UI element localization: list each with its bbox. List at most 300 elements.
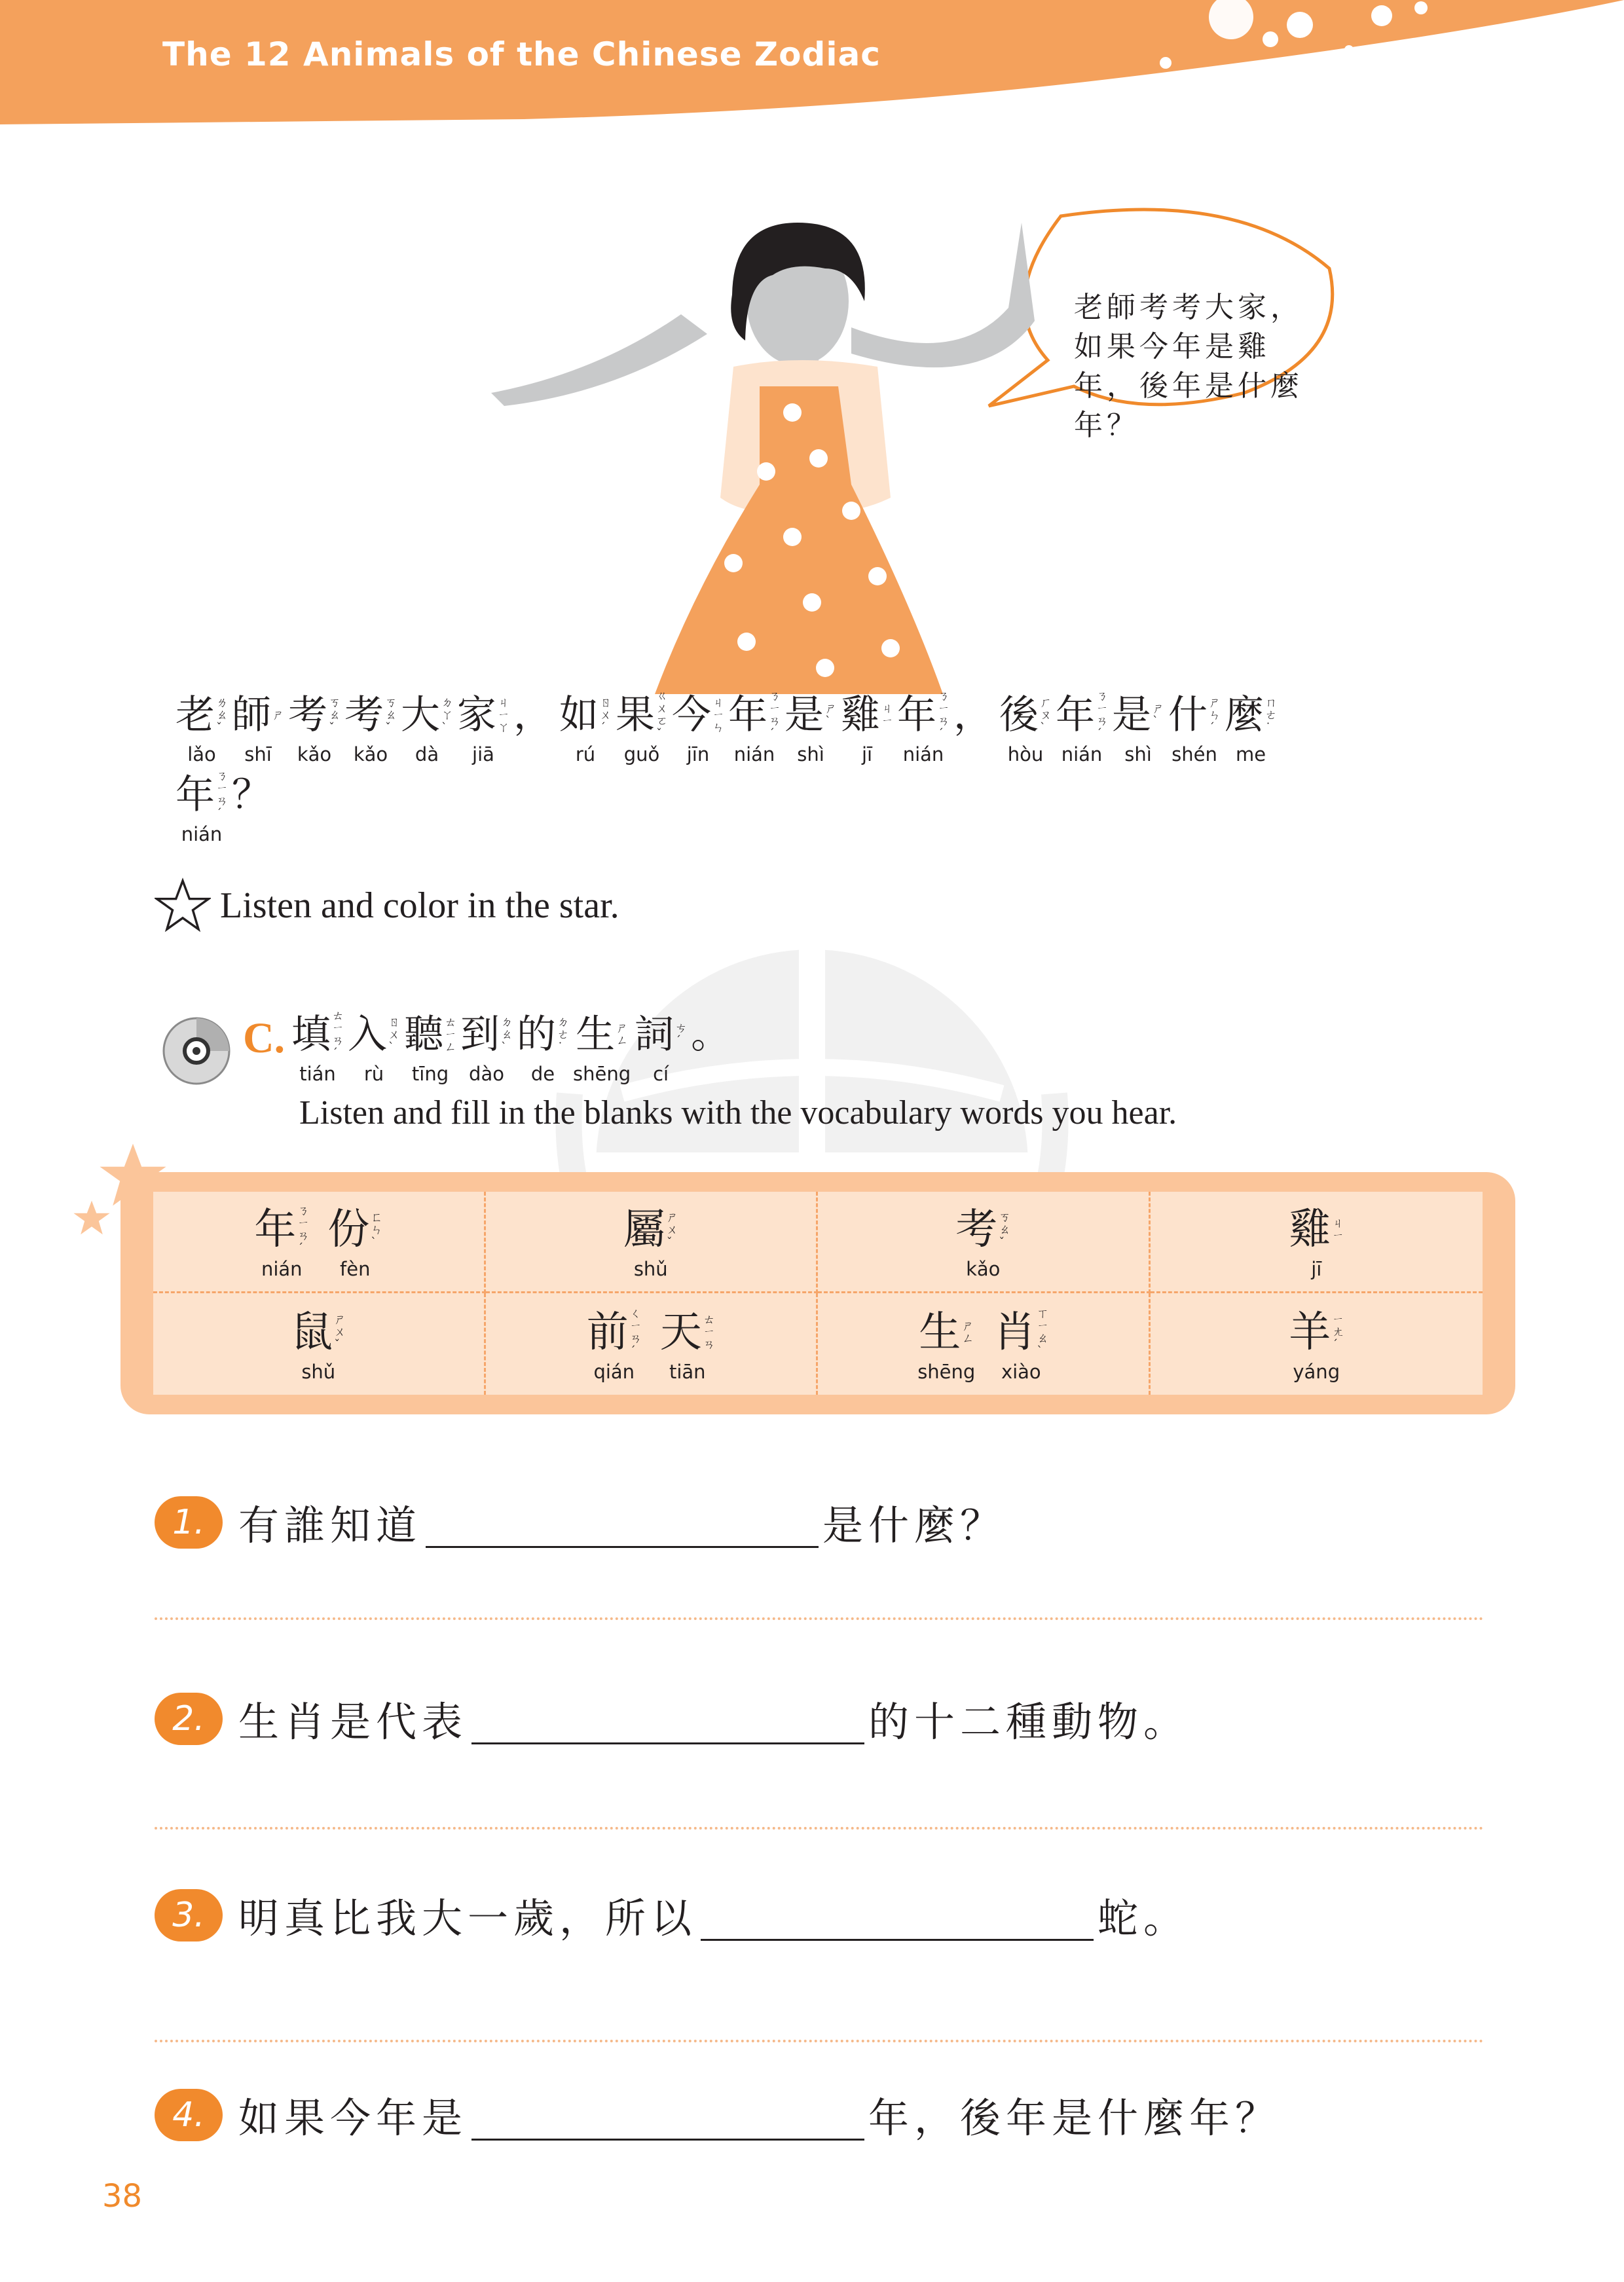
zhuyin-symbol: ˊ [1096,727,1102,741]
pinyin-label: jiā [472,743,494,765]
zhuyin-symbol: ㄣ [371,1223,383,1237]
pinyin-label: shī [244,743,272,765]
vocab-word[interactable] [1151,1192,1483,1293]
ruby-char-row [348,1007,400,1062]
zhuyin-symbol: ㄢ [297,1229,310,1243]
pinyin-label: dà [415,743,439,765]
question-3 [155,1886,1189,1944]
ruby-char-row [457,688,509,743]
pinyin-label: de [530,1063,555,1085]
zhuyin-symbol: ㄧ [297,1217,310,1230]
zhuyin-annotation [1332,1314,1344,1351]
zhuyin-symbol: ˋ [1040,720,1046,735]
zhuyin-symbol: ˇ [999,1235,1005,1249]
ruby-char-row [291,1305,346,1360]
ruby-char-row [175,767,228,822]
ruby-character [635,1007,687,1086]
ruby-character [897,688,950,766]
zhuyin-symbol: ㄧ [769,702,781,716]
pinyin-label: shēng [917,1360,976,1383]
zhuyin-symbol: ㄉ [501,1015,513,1029]
vocab-word[interactable] [486,1192,819,1293]
question-text-before: 有誰知道 [238,1501,422,1549]
zhuyin-annotation [388,1016,400,1054]
zhuyin-symbol: ˊ [1332,1338,1338,1352]
zhuyin-symbol: ˙ [1265,720,1271,735]
ruby-character [344,688,397,766]
hanzi-char: 師 [232,692,271,738]
question-number-badge: 3. [155,1889,223,1942]
ruby-char-row [1112,688,1164,743]
section-c-instruction: Listen and fill in the blanks with the vocabulary words you hear. [299,1094,1177,1132]
pinyin-label: hòu [1007,743,1044,765]
hanzi-char: 羊 [1289,1308,1331,1357]
zhuyin-annotation [441,697,453,734]
zhuyin-symbol: ㄨ [656,702,668,716]
pinyin-label: tiān [669,1360,706,1383]
hanzi-char: 後 [999,692,1039,738]
zhuyin-symbol: ㄚ [498,720,509,735]
ruby-char-row [1225,688,1277,743]
vocab-word[interactable] [153,1192,486,1293]
ruby-character [1289,1305,1344,1384]
hanzi-char: 年 [175,772,215,818]
vocab-word[interactable] [818,1192,1151,1293]
zhuyin-symbol: ㄐ [881,702,893,716]
zhuyin-symbol: ㄈ [371,1210,383,1224]
ruby-character [993,1305,1048,1384]
ruby-char-row [897,688,950,743]
zhuyin-symbol: ㄋ [297,1204,310,1218]
hanzi-char: 老 [175,692,215,738]
zhuyin-symbol: ㄕ [1153,702,1164,716]
zhuyin-symbol: ˊ [297,1242,304,1255]
zhuyin-symbol: ㄌ [216,695,228,710]
zhuyin-symbol: ㄇ [1265,695,1277,710]
ruby-char-row [401,688,453,743]
ruby-char-row [404,1007,456,1062]
zhuyin-symbol: ㄕ [962,1319,974,1333]
zhuyin-symbol: ㄢ [1096,714,1108,728]
ruby-char-row [616,688,668,743]
vocab-word[interactable] [486,1293,819,1395]
zhuyin-annotation [616,1022,628,1047]
zhuyin-annotation [600,697,612,734]
zhuyin-symbol: ㄨ [334,1325,346,1339]
zhuyin-annotation [1096,690,1108,740]
zhuyin-symbol: ㄒ [1037,1306,1049,1321]
pinyin-label: shēng [573,1063,631,1085]
zhuyin-symbol: ㄧ [1332,1313,1344,1327]
zhuyin-annotation [445,1016,456,1054]
vocabulary-grid [153,1192,1483,1395]
hanzi-char: 年 [728,692,767,738]
pinyin-label: lǎo [187,743,216,765]
vocab-chars [908,1305,1058,1384]
zhuyin-symbol: ㄋ [769,690,781,703]
cd-audio-icon[interactable] [160,1015,232,1087]
vocab-chars [578,1305,724,1384]
question-text-after: 的十二種動物。 [868,1698,1190,1746]
pinyin-label: nián [1061,743,1103,765]
vocab-chars [1280,1202,1353,1281]
pinyin-label: tián [299,1063,336,1085]
hanzi-char: 考 [288,692,327,738]
ruby-char-row [1168,688,1221,743]
question-text-after: 蛇。 [1098,1894,1190,1942]
ruby-char-row [660,1305,715,1360]
ruby-char-row [288,688,341,743]
zhuyin-symbol: ˊ [769,727,775,741]
pinyin-label: jī [1311,1258,1322,1280]
question-text-after: 年，後年是什麼年？ [868,2094,1282,2142]
hanzi-char: 聽 [404,1012,443,1058]
zhuyin-annotation [297,1205,309,1255]
question-text-before: 如果今年是 [238,2094,468,2142]
zhuyin-symbol: ㄕ [616,1021,629,1035]
question-text-before: 生肖是代表 [238,1698,468,1746]
question-1 [155,1493,1006,1551]
hanzi-char: 今 [672,692,711,738]
hanzi-char: 填 [291,1012,331,1058]
zhuyin-symbol: ㄕ [666,1210,678,1224]
ruby-char-row [841,688,893,743]
section-c-letter: C. [243,1014,286,1062]
hanzi-char: 是 [784,692,824,738]
ruby-char-row [784,688,837,743]
pinyin-label: shǔ [633,1258,668,1280]
ruby-char-row [672,688,724,743]
zhuyin-annotation [825,703,837,727]
dotted-divider [155,2040,1484,2042]
zhuyin-symbol: ㄧ [498,708,509,722]
vocab-chars [946,1202,1020,1281]
question-number-badge: 4. [155,2089,223,2141]
hanzi-char: 生 [576,1012,616,1058]
hanzi-char: 麼 [1225,692,1264,738]
zhuyin-annotation [1209,697,1221,734]
punctuation: ， [953,692,993,738]
ruby-character [404,1007,456,1086]
ruby-character [999,688,1052,766]
zhuyin-symbol: ㄧ [881,714,893,728]
pinyin-label: guǒ [623,743,660,765]
hanzi-char: 生 [919,1308,961,1357]
zhuyin-annotation [216,770,228,820]
ruby-char-row [919,1305,974,1360]
vocab-chars [1280,1305,1353,1384]
hanzi-char: 考 [344,692,384,738]
decorative-star-icon [72,1198,111,1238]
hanzi-char: 鼠 [291,1308,333,1357]
question-number-badge: 1. [155,1496,223,1549]
zhuyin-symbol: ㄊ [332,1009,344,1023]
zhuyin-annotation [334,1314,346,1351]
zhuyin-annotation [501,1016,513,1054]
zhuyin-symbol: ㄢ [629,1331,642,1346]
question-text-after: 是什麼？ [822,1501,1006,1549]
zhuyin-annotation [938,690,950,740]
zhuyin-annotation [1153,703,1164,727]
ruby-character [623,1202,678,1281]
zhuyin-symbol: ㄠ [385,708,397,722]
zhuyin-symbol: ˇ [216,720,222,735]
ruby-char-row [999,688,1052,743]
answer-blank[interactable] [471,1693,864,1744]
ruby-character [457,688,509,766]
ruby-char-row [587,1305,642,1360]
hanzi-char: 的 [517,1012,556,1058]
ruby-character [917,1305,975,1384]
ruby-character [175,688,228,766]
ruby-character [587,1305,642,1384]
sentence-line-2 [175,767,278,846]
zhuyin-symbol: ㄧ [332,1021,344,1035]
zhuyin-symbol: ㄧ [629,1319,642,1333]
zhuyin-symbol: ˊ [1209,720,1215,735]
zhuyin-symbol: ㄐ [498,695,509,710]
zhuyin-symbol: ㄠ [999,1223,1011,1237]
question-number-badge: 2. [155,1693,223,1745]
answer-blank[interactable] [426,1496,819,1548]
pinyin-label: fèn [340,1258,371,1280]
zhuyin-symbol: ˊ [216,807,222,820]
zhuyin-symbol: ˋ [388,1040,394,1054]
zhuyin-symbol: ㄥ [445,1040,456,1054]
zhuyin-symbol: ㄋ [938,690,950,703]
zhuyin-symbol: ˇ [334,1338,341,1352]
ruby-char-row [1289,1202,1344,1257]
ruby-char-row [175,688,228,743]
hanzi-char: 份 [327,1205,370,1254]
zhuyin-annotation [371,1211,382,1249]
ruby-char-row [728,688,781,743]
dotted-divider [155,1827,1484,1830]
ruby-character [616,688,668,766]
pinyin-label: rú [575,743,596,765]
zhuyin-symbol: ㄊ [703,1313,715,1327]
hanzi-char: 天 [659,1308,702,1357]
pinyin-label: tīng [411,1063,449,1085]
zhuyin-annotation [675,1022,687,1047]
zhuyin-annotation [712,697,724,734]
zhuyin-symbol: ㄎ [385,695,397,710]
zhuyin-annotation [630,1308,642,1357]
hanzi-char: 是 [1112,692,1151,738]
ruby-char-row [517,1007,569,1062]
zhuyin-symbol: ㄐ [1332,1217,1344,1230]
vocabulary-box [120,1172,1515,1414]
ruby-character [728,688,781,766]
pinyin-label: me [1235,743,1266,765]
ruby-char-row [576,1007,628,1062]
hanzi-char: 詞 [635,1012,674,1058]
zhuyin-symbol: ㄥ [616,1034,629,1048]
pinyin-label: rù [363,1063,384,1085]
zhuyin-symbol: ㄨ [666,1223,678,1237]
ruby-character [1056,688,1108,766]
star-instruction-row [155,877,619,934]
zhuyin-symbol: ˋ [1153,714,1158,728]
zhuyin-symbol: ㄉ [557,1015,569,1029]
ruby-char-row [993,1305,1048,1360]
ruby-char-row [559,688,612,743]
answer-blank[interactable] [701,1889,1094,1941]
hanzi-char: 肖 [993,1308,1036,1357]
zhuyin-symbol: ㄢ [332,1034,344,1048]
answer-blank[interactable] [471,2089,864,2141]
pinyin-label: xiào [1001,1360,1041,1383]
zhuyin-symbol: ˋ [371,1235,377,1249]
ruby-character [254,1202,309,1281]
ruby-character [175,767,228,846]
zhuyin-symbol: ㄣ [1209,708,1221,722]
ruby-character [401,688,453,766]
zhuyin-symbol: ㄨ [388,1027,400,1042]
pinyin-label: kǎo [297,743,332,765]
ruby-character [1168,688,1221,766]
pinyin-label: yáng [1293,1360,1340,1383]
ruby-character [559,688,612,766]
zhuyin-symbol: ㄧ [1096,702,1108,716]
zhuyin-symbol: ㄧ [445,1027,456,1042]
ruby-char-row [460,1007,513,1062]
zhuyin-symbol: ㄠ [216,708,228,722]
ruby-character [1225,688,1277,766]
ruby-character [672,688,724,766]
ruby-char-row [291,1007,344,1062]
page-number: 38 [102,2178,143,2215]
pinyin-label: jīn [686,743,710,765]
hanzi-char: 年 [1056,692,1095,738]
zhuyin-symbol: ˊ [675,1034,682,1048]
pinyin-label: dào [469,1063,504,1085]
zhuyin-symbol: ˋ [825,714,831,728]
ruby-char-row [254,1202,309,1257]
zhuyin-symbol: ㄢ [216,794,228,808]
zhuyin-symbol: ㄠ [501,1027,513,1042]
ruby-character [232,688,284,766]
hanzi-char: 到 [460,1012,500,1058]
pinyin-label: nián [261,1258,303,1280]
zhuyin-symbol: ㄧ [216,782,228,796]
zhuyin-symbol: ㄐ [712,695,724,710]
zhuyin-annotation [1040,697,1052,734]
zhuyin-annotation [329,697,341,734]
ruby-character [784,688,837,766]
pinyin-label: shǔ [301,1360,336,1383]
hanzi-char: 果 [616,692,655,738]
ruby-character [573,1007,631,1086]
zhuyin-symbol: ㄖ [600,695,612,710]
zhuyin-symbol: ㄥ [962,1331,974,1346]
zhuyin-symbol: ㄉ [441,695,453,710]
zhuyin-symbol: ㄘ [675,1021,688,1035]
vocab-word[interactable] [1151,1293,1483,1395]
zhuyin-symbol: ㄎ [329,695,341,710]
zhuyin-symbol: ㄠ [329,708,341,722]
zhuyin-symbol: ㄢ [769,714,781,728]
hanzi-char: 年 [254,1205,297,1254]
zhuyin-symbol: ㄍ [656,690,668,703]
zhuyin-annotation [385,697,397,734]
vocab-chars [614,1202,688,1281]
ruby-character [1112,688,1164,766]
ruby-char-row [635,1007,687,1062]
pinyin-label: shén [1172,743,1217,765]
pinyin-label: shì [1124,743,1152,765]
vocab-word[interactable] [153,1293,486,1395]
question-2 [155,1689,1189,1748]
hanzi-char: 雞 [841,692,880,738]
zhuyin-annotation [999,1211,1010,1249]
zhuyin-symbol: ㄤ [1332,1325,1344,1339]
ruby-character [460,1007,513,1086]
hanzi-char: 大 [401,692,440,738]
zhuyin-symbol: ㄋ [1096,690,1108,703]
zhuyin-symbol: ˊ [332,1046,338,1060]
zhuyin-symbol: ㄧ [703,1325,715,1339]
teacher-illustration [485,196,1336,694]
zhuyin-symbol: ㄧ [938,702,950,716]
ruby-char-row [232,688,284,743]
zhuyin-annotation [881,703,893,727]
zhuyin-annotation [769,690,781,740]
zhuyin-annotation [1037,1308,1048,1357]
ruby-character [1289,1202,1344,1281]
zhuyin-symbol: ㄜ [557,1027,569,1042]
ruby-character [291,1305,346,1384]
pinyin-label: kǎo [353,743,388,765]
star-instruction-text: Listen and color in the star. [220,885,619,926]
vocab-chars [282,1305,355,1384]
star-outline-icon[interactable] [155,877,211,934]
zhuyin-symbol: ㄠ [1037,1331,1049,1346]
zhuyin-symbol: ㄧ [1332,1229,1344,1243]
zhuyin-symbol: ㄊ [445,1015,456,1029]
hanzi-char: 如 [559,692,599,738]
ruby-character [517,1007,569,1086]
ruby-character [291,1007,344,1086]
zhuyin-symbol: ㄏ [1040,695,1052,710]
header-title: The 12 Animals of the Chinese Zodiac [162,35,881,73]
punctuation: ， [513,692,553,738]
question-text-before: 明真比我大一歲，所以 [238,1894,697,1942]
zhuyin-annotation [1332,1217,1344,1242]
ruby-character [955,1202,1010,1281]
zhuyin-annotation [216,697,228,734]
zhuyin-annotation [656,690,668,740]
zhuyin-annotation [332,1010,344,1059]
hanzi-char: 考 [955,1205,998,1254]
ruby-char-row [1056,688,1108,743]
zhuyin-symbol: ˊ [600,720,606,735]
zhuyin-symbol: ㄑ [629,1306,642,1321]
question-4 [155,2086,1281,2144]
zhuyin-symbol: ˇ [666,1235,673,1249]
zhuyin-symbol: ˇ [385,720,391,735]
hanzi-char: 家 [457,692,496,738]
zhuyin-symbol: ㄕ [1209,695,1221,710]
pinyin-label: qián [593,1360,635,1383]
section-c-title [291,1007,737,1086]
ruby-character [348,1007,400,1086]
dotted-divider [155,1617,1484,1620]
zhuyin-symbol: ˋ [501,1040,507,1054]
pinyin-label: nián [181,823,223,845]
vocab-word[interactable] [818,1293,1151,1395]
zhuyin-symbol: ˊ [938,727,944,741]
